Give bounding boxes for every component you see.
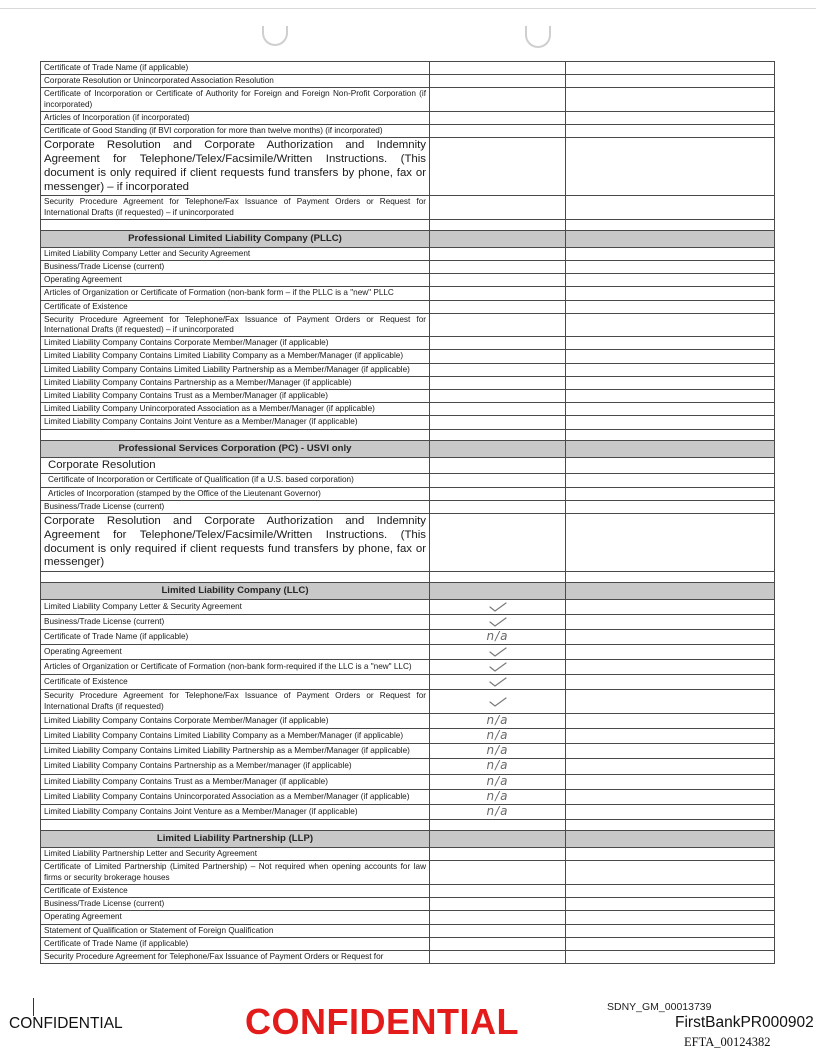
handwritten-na-mark: n/a [486,713,509,727]
checklist-row [41,729,775,744]
status-cell [430,861,566,884]
section-header-cell [566,583,775,600]
document-label: Business/Trade License (current) [41,261,430,274]
notes-cell [566,474,775,487]
status-cell [430,88,566,111]
confidential-footer-label: CONFIDENTIAL [9,1015,123,1032]
section-header-cell [430,230,566,247]
notes-cell [566,300,775,313]
margin-mark [33,998,34,1016]
document-label: Certificate of Existence [41,884,430,897]
checklist-row [41,390,775,403]
document-label: Certificate of Existence [41,300,430,313]
document-label: Security Procedure Agreement for Telephone/Fax Issuance of Payment Orders or Request for [41,950,430,963]
checklist-row [41,675,775,690]
section-header-row [41,230,775,247]
checklist-row [41,274,775,287]
checklist-row [41,911,775,924]
status-cell [430,675,566,690]
document-label: Security Procedure Agreement for Telephone/Fax Issuance of Payment Orders or Request for International Drafts (if requested) – if unincorporated [41,196,430,219]
status-cell [430,274,566,287]
document-label: Limited Liability Company Contains Limited Liability Partnership as a Member/Manager (if applicable) [41,363,430,376]
document-label: Limited Liability Company Letter & Security Agreement [41,600,430,615]
notes-cell [566,744,775,759]
section-header-cell [430,440,566,457]
section-header-row [41,440,775,457]
notes-cell [566,950,775,963]
notes-cell [566,274,775,287]
checklist-row [41,848,775,861]
status-cell [430,261,566,274]
status-cell [430,403,566,416]
spacer-cell [430,820,566,831]
checklist-row [41,261,775,274]
status-cell [430,848,566,861]
checklist-row [41,789,775,804]
checklist-row [41,500,775,513]
checklist-row [41,744,775,759]
status-cell [430,950,566,963]
checklist-row [41,630,775,645]
status-cell [430,898,566,911]
status-cell [430,390,566,403]
checklist-row [41,62,775,75]
checklist-row [41,924,775,937]
document-label: Limited Liability Company Contains Trust as a Member/Manager (if applicable) [41,774,430,789]
spacer-cell [430,429,566,440]
spacer-cell [430,572,566,583]
handwritten-na-mark: n/a [486,743,509,758]
checklist-row [41,514,775,572]
section-header-cell [566,440,775,457]
checklist-row [41,645,775,660]
status-cell [430,645,566,660]
document-label: Limited Liability Company Contains Limited Liability Partnership as a Member/Manager (if applicable) [41,744,430,759]
notes-cell [566,789,775,804]
document-label: Limited Liability Company Contains Partnership as a Member/Manager (if applicable) [41,376,430,389]
status-cell [430,514,566,572]
status-cell [430,729,566,744]
handwritten-check-icon [433,676,562,688]
document-label: Security Procedure Agreement for Telephone/Fax Issuance of Payment Orders or Request for International Drafts (if requested) – if unincorporated [41,313,430,336]
status-cell [430,350,566,363]
notes-cell [566,675,775,690]
status-cell [430,287,566,300]
status-cell [430,487,566,500]
document-label: Limited Liability Company Contains Limited Liability Company as a Member/Manager (if applicable) [41,729,430,744]
notes-cell [566,630,775,645]
notes-cell [566,911,775,924]
notes-cell [566,759,775,774]
status-cell [430,690,566,713]
spacer-row [41,219,775,230]
document-label: Security Procedure Agreement for Telephone/Fax Issuance of Payment Orders or Request for International Drafts (if requested) [41,690,430,713]
document-label: Business/Trade License (current) [41,500,430,513]
status-cell [430,759,566,774]
scan-artifact-left [262,26,288,46]
status-cell [430,789,566,804]
checklist-row [41,600,775,615]
document-label: Certificate of Existence [41,675,430,690]
notes-cell [566,363,775,376]
status-cell [430,911,566,924]
handwritten-check-icon [433,696,562,708]
status-cell [430,884,566,897]
notes-cell [566,62,775,75]
checklist-row [41,300,775,313]
status-cell [430,474,566,487]
status-cell [430,111,566,124]
document-label: Certificate of Incorporation or Certificate of Authority for Foreign and Foreign Non-Profit Corporation (if incorporated) [41,88,430,111]
checklist-row [41,759,775,774]
document-checklist-table [40,61,775,964]
section-title: Limited Liability Company (LLC) [41,583,430,600]
status-cell [430,774,566,789]
checklist-row [41,884,775,897]
scan-artifact-right [525,26,551,48]
status-cell [430,196,566,219]
checklist-row [41,196,775,219]
document-label: Certificate of Good Standing (if BVI corporation for more than twelve months) (if incorporated) [41,125,430,138]
document-label: Limited Liability Company Contains Corporate Member/Manager (if applicable) [41,713,430,728]
notes-cell [566,774,775,789]
checklist-row [41,805,775,820]
notes-cell [566,884,775,897]
document-label: Certificate of Limited Partnership (Limited Partnership) – Not required when opening accounts for law firms or security brokerage houses [41,861,430,884]
status-cell [430,300,566,313]
status-cell [430,660,566,675]
document-label: Corporate Resolution [41,457,430,474]
checklist-row [41,474,775,487]
document-label: Limited Liability Company Contains Partnership as a Member/manager (if applicable) [41,759,430,774]
status-cell [430,337,566,350]
checklist-row [41,287,775,300]
document-label: Business/Trade License (current) [41,898,430,911]
section-title: Limited Liability Partnership (LLP) [41,831,430,848]
spacer-cell [41,219,430,230]
document-reference: SDNY_GM_00013739 [607,1001,712,1013]
checklist-row [41,337,775,350]
notes-cell [566,861,775,884]
section-header-cell [566,230,775,247]
notes-cell [566,514,775,572]
section-header-row [41,583,775,600]
checklist-row [41,487,775,500]
checklist-row [41,615,775,630]
checklist-row [41,88,775,111]
checklist-row [41,403,775,416]
status-cell [430,500,566,513]
document-label: Operating Agreement [41,274,430,287]
notes-cell [566,196,775,219]
handwritten-na-mark: n/a [486,774,509,788]
section-title: Professional Services Corporation (PC) - USVI only [41,440,430,457]
notes-cell [566,660,775,675]
handwritten-na-mark: n/a [486,789,509,803]
notes-cell [566,111,775,124]
document-label: Limited Liability Company Contains Trust as a Member/Manager (if applicable) [41,390,430,403]
notes-cell [566,713,775,728]
checklist-row [41,111,775,124]
document-label: Limited Liability Company Contains Limited Liability Company as a Member/Manager (if applicable) [41,350,430,363]
status-cell [430,313,566,336]
checklist-row [41,75,775,88]
checklist-row [41,125,775,138]
status-cell [430,247,566,260]
document-label: Business/Trade License (current) [41,615,430,630]
checklist-row [41,861,775,884]
document-label: Articles of Organization or Certificate of Formation (non-bank form-required if the LLC is a "new" LLC) [41,660,430,675]
document-label: Statement of Qualification or Statement of Foreign Qualification [41,924,430,937]
section-title: Professional Limited Liability Company (PLLC) [41,230,430,247]
notes-cell [566,615,775,630]
notes-cell [566,337,775,350]
checklist-row [41,313,775,336]
document-label: Operating Agreement [41,645,430,660]
document-label: Articles of Incorporation (if incorporated) [41,111,430,124]
handwritten-na-mark: n/a [486,629,509,644]
spacer-cell [566,820,775,831]
handwritten-check-icon [433,646,562,658]
checklist-row [41,950,775,963]
notes-cell [566,261,775,274]
notes-cell [566,457,775,474]
status-cell [430,744,566,759]
notes-cell [566,848,775,861]
notes-cell [566,729,775,744]
spacer-row [41,429,775,440]
status-cell [430,376,566,389]
notes-cell [566,500,775,513]
notes-cell [566,75,775,88]
status-cell [430,75,566,88]
status-cell [430,924,566,937]
document-label: Limited Liability Company Contains Corporate Member/Manager (if applicable) [41,337,430,350]
status-cell [430,363,566,376]
document-label: Limited Liability Company Unincorporated Association as a Member/Manager (if applicable) [41,403,430,416]
document-label: Limited Liability Company Contains Joint Venture as a Member/Manager (if applicable) [41,416,430,429]
document-label: Corporate Resolution and Corporate Authorization and Indemnity Agreement for Telephone/Telex/Facsimile/Written Instructions. (This document is only required if client requests fund transfers by phone, fax or messenger) – if incorporated [41,138,430,196]
checklist-row [41,713,775,728]
notes-cell [566,138,775,196]
notes-cell [566,416,775,429]
status-cell [430,713,566,728]
status-cell [430,937,566,950]
document-label: Corporate Resolution and Corporate Authorization and Indemnity Agreement for Telephone/Telex/Facsimile/Written Instructions. (This document is only required if client requests fund transfers by phone, fax or messenger) [41,514,430,572]
notes-cell [566,313,775,336]
notes-cell [566,350,775,363]
spacer-row [41,820,775,831]
checklist-row [41,350,775,363]
efta-number: EFTA_00124382 [684,1035,771,1049]
checklist-row [41,416,775,429]
status-cell [430,62,566,75]
section-header-cell [430,583,566,600]
notes-cell [566,287,775,300]
status-cell [430,615,566,630]
document-label: Limited Liability Company Contains Joint Venture as a Member/Manager (if applicable) [41,805,430,820]
section-header-cell [430,831,566,848]
spacer-cell [430,219,566,230]
checklist-row [41,898,775,911]
notes-cell [566,600,775,615]
spacer-cell [566,219,775,230]
checklist-row [41,937,775,950]
scan-top-line [0,8,816,9]
notes-cell [566,247,775,260]
section-header-row [41,831,775,848]
notes-cell [566,125,775,138]
notes-cell [566,937,775,950]
checklist-row [41,660,775,675]
notes-cell [566,805,775,820]
document-label: Limited Liability Company Letter and Security Agreement [41,247,430,260]
document-label: Certificate of Trade Name (if applicable) [41,62,430,75]
document-label: Articles of Organization or Certificate of Formation (non-bank form – if the PLLC is a "new" PLLC [41,287,430,300]
handwritten-check-icon [433,661,562,673]
notes-cell [566,690,775,713]
document-label: Operating Agreement [41,911,430,924]
section-header-cell [566,831,775,848]
checklist-row [41,247,775,260]
status-cell [430,138,566,196]
spacer-cell [41,572,430,583]
handwritten-na-mark: n/a [486,804,509,819]
status-cell [430,457,566,474]
spacer-cell [566,429,775,440]
checklist-row [41,690,775,713]
handwritten-check-icon [433,616,562,628]
notes-cell [566,924,775,937]
spacer-cell [41,429,430,440]
notes-cell [566,403,775,416]
checklist-row [41,457,775,474]
checklist-row [41,363,775,376]
notes-cell [566,487,775,500]
notes-cell [566,898,775,911]
document-label: Certificate of Incorporation or Certificate of Qualification (if a U.S. based corporation) [41,474,430,487]
status-cell [430,630,566,645]
confidential-stamp: CONFIDENTIAL [245,1001,519,1042]
spacer-cell [566,572,775,583]
handwritten-na-mark: n/a [486,728,509,743]
spacer-row [41,572,775,583]
notes-cell [566,390,775,403]
notes-cell [566,645,775,660]
status-cell [430,416,566,429]
checklist-row [41,774,775,789]
status-cell [430,600,566,615]
checklist-row [41,138,775,196]
document-label: Certificate of Trade Name (if applicable) [41,937,430,950]
document-label: Limited Liability Partnership Letter and Security Agreement [41,848,430,861]
document-label: Corporate Resolution or Unincorporated Association Resolution [41,75,430,88]
document-label: Articles of Incorporation (stamped by the Office of the Lieutenant Governor) [41,487,430,500]
status-cell [430,125,566,138]
bates-number: FirstBankPR000902 [675,1014,814,1031]
handwritten-na-mark: n/a [486,758,509,773]
notes-cell [566,376,775,389]
spacer-cell [41,820,430,831]
handwritten-check-icon [433,601,562,613]
document-label: Limited Liability Company Contains Unincorporated Association as a Member/Manager (if applicable) [41,789,430,804]
notes-cell [566,88,775,111]
checklist-row [41,376,775,389]
document-label: Certificate of Trade Name (if applicable) [41,630,430,645]
status-cell [430,805,566,820]
